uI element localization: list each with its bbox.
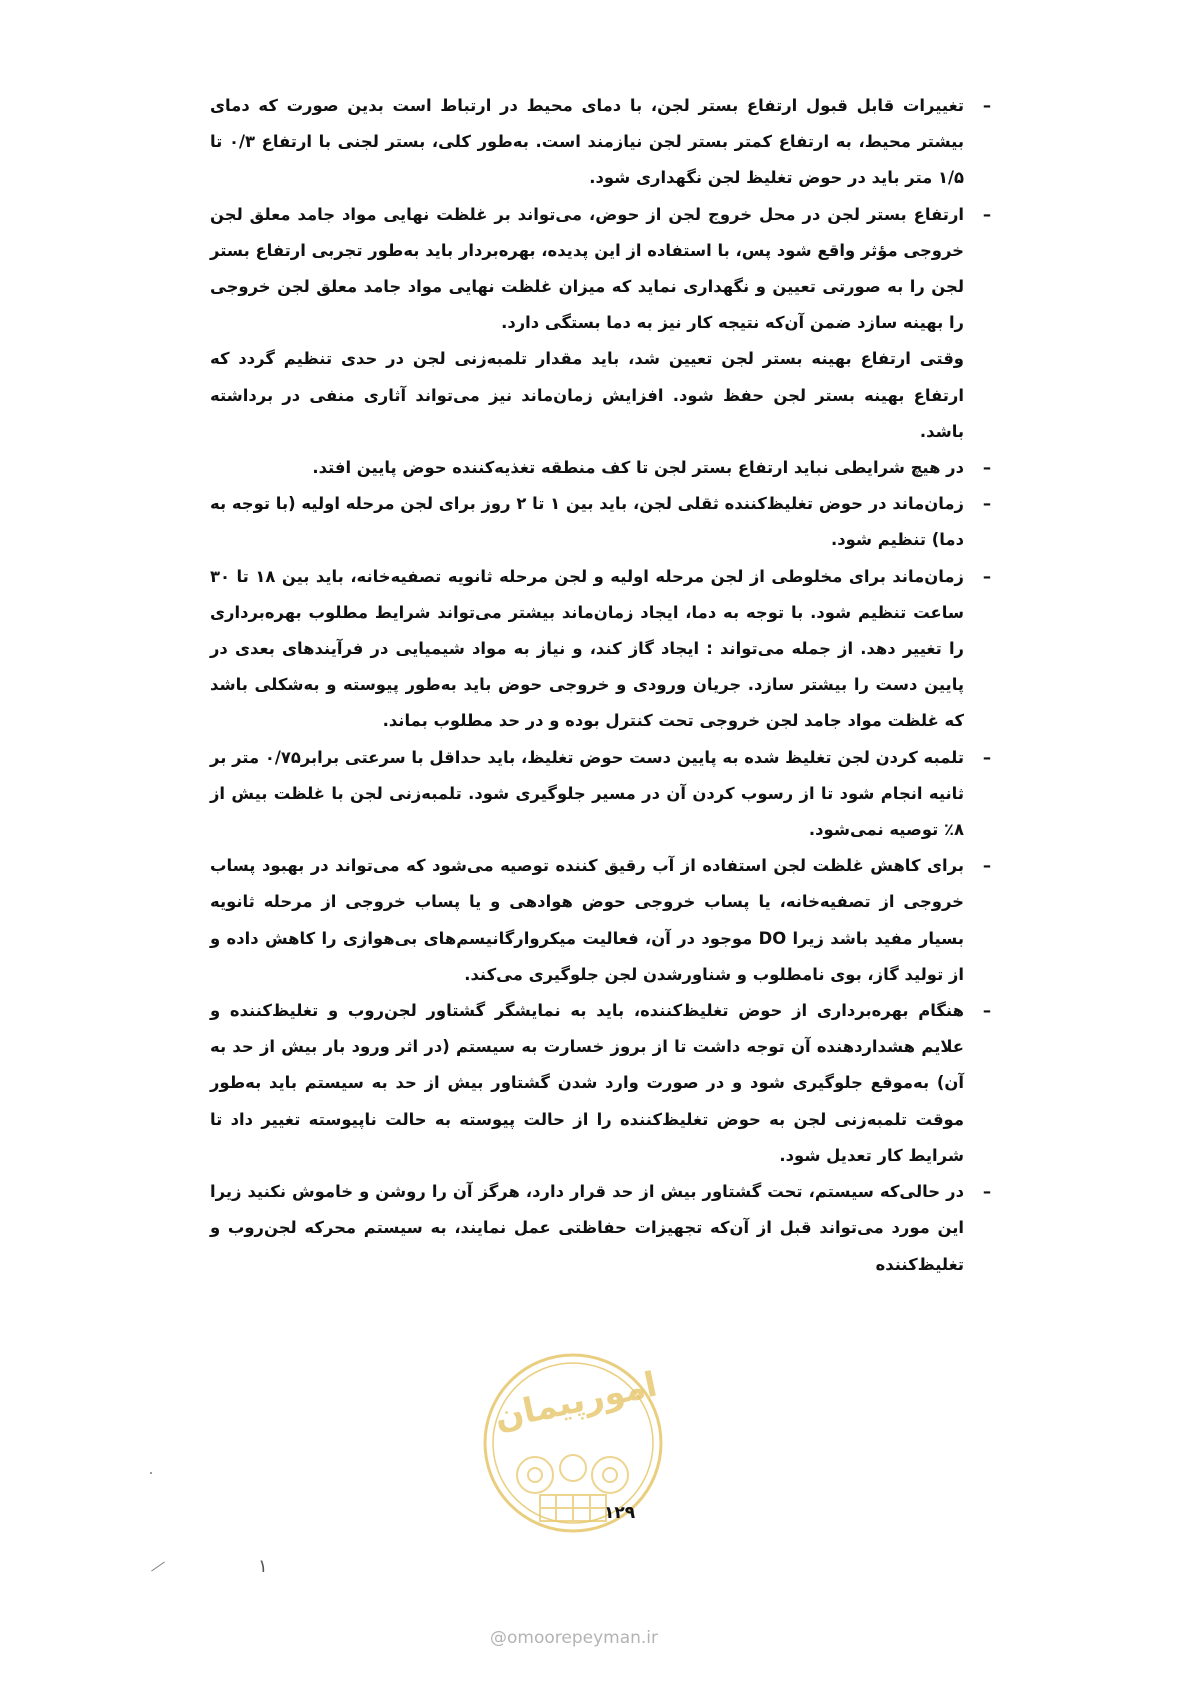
paragraph-text: ارتفاع بستر لجن در محل خروج لجن از حوض، می‌تواند بر غلظت نهایی مواد جامد معلق لجن خروجی مؤثر واقع شود پس، با استفاده از این پدیده، بهره‌بردار باید به‌طور تجربی ارتفاع بستر لجن را به صورتی تعیین و نگهداری نماید که میزان غلظت نهایی مواد جامد معلق لجن خروجی را بهینه سازد ضمن آن‌که نتیجه کار نیز به دما بستگی دارد.: [210, 204, 964, 333]
paragraph-text: تغییرات قابل قبول ارتفاع بستر لجن، با دمای محیط در ارتباط است بدین صورت که دمای بیشتر محیط، به ارتفاع کمتر بستر لجن نیازمند است. به‌طور کلی، بستر لجنی با ارتفاع ۰/۳ تا ۱/۵ متر باید در حوض تغلیظ لجن نگهداری شود.: [210, 96, 964, 188]
bullet-dash: –: [982, 204, 992, 224]
list-item: [210, 486, 1000, 558]
list-item: [210, 559, 1000, 740]
list-item: [210, 848, 1000, 993]
watermark-seal-logo: [480, 1350, 666, 1536]
paragraph: وقتی ارتفاع بهینه بستر لجن تعیین شد، باید مقدار تلمبه‌زنی لجن در حدی تنظیم گردد که ارتفاع بهینه بستر لجن حفظ شود. افزایش زمان‌ماند نیز می‌تواند آثاری منفی در برداشته باشد.: [210, 349, 964, 441]
page-number: ۱۲۹: [604, 1503, 636, 1523]
paragraph-text: تلمبه کردن لجن تغلیظ شده به پایین دست حوض تغلیظ، باید حداقل با سرعتی برابر۰/۷۵ متر بر ثانیه انجام شود تا از رسوب کردن آن در مسیر جلوگیری شود. تلمبه‌زنی لجن با غلظت بیش از ۸٪ توصیه نمی‌شود.: [210, 747, 964, 840]
scan-artifact: [150, 1472, 152, 1474]
body-text: [210, 88, 1000, 1283]
bullet-dash: –: [982, 856, 992, 876]
bullet-dash: –: [982, 1001, 992, 1021]
paragraph-text: هنگام بهره‌برداری از حوض تغلیظ‌کننده، باید به نمایشگر گشتاور لجن‌روب و تغلیظ‌کننده و علایم هشداردهنده آن توجه داشت تا از بروز خسارت به سیستم (در اثر ورود بار بیش از حد به آن) به‌موقع جلوگیری شود و در صورت وارد شدن گشتاور بیش از حد به سیستم باید به‌طور موقت تلمبه‌زنی لجن به حوض تغلیظ‌کننده را از حالت پیوسته به حالت ناپیوسته تغییر داد تا شرایط کار تعدیل شود.: [210, 1001, 964, 1165]
list-item: [210, 993, 1000, 1174]
margin-mark: ١: [258, 1556, 268, 1577]
list-item: [210, 740, 1000, 849]
paragraph-text: زمان‌ماند برای مخلوطی از لجن مرحله اولیه و لجن مرحله ثانویه تصفیه‌خانه، باید بین ۱۸ تا ۳۰ ساعت تنظیم شود. با توجه به دما، ایجاد زمان‌ماند بیشتر می‌تواند شرایط مطلوب بهره‌برداری را تغییر دهد. از جمله می‌تواند : ایجاد گاز کند، و نیاز به مواد شیمیایی در فرآیندهای بعدی در پایین دست را بیشتر سازد. جریان ورودی و خروجی حوض باید به‌طور پیوسته و به‌شکلی باشد که غلظت مواد جامد لجن خروجی تحت کنترل بوده و در حد مطلوب بماند.: [210, 566, 964, 731]
paragraph-text: در هیچ شرایطی نباید ارتفاع بستر لجن تا کف منطقه تغذیه‌کننده حوض پایین افتد.: [312, 458, 964, 478]
footer-url: @omoorepeyman.ir: [490, 1628, 659, 1648]
list-item: [210, 450, 1000, 486]
svg-text:امورپیمان: امورپیمان: [490, 1364, 661, 1438]
bullet-dash: –: [982, 1182, 992, 1202]
bullet-dash: –: [982, 747, 992, 767]
bullet-dash: –: [982, 96, 992, 115]
paragraph-text: برای کاهش غلظت لجن استفاده از آب رقیق کننده توصیه می‌شود که می‌تواند در بهبود پساب خروجی از تصفیه‌خانه، یا پساب خروجی حوض هوادهی و یا پساب خروجی از مرحله ثانویه بسیار مفید باشد زیرا DO موجود در آن، فعالیت میکروارگانیسم‌های بی‌هوازی را کاهش داده و از تولید گاز، بوی نامطلوب و شناورشدن لجن جلوگیری می‌کند.: [210, 856, 965, 984]
scan-artifact: [151, 1562, 165, 1572]
paragraph-text: در حالی‌که سیستم، تحت گشتاور بیش از حد قرار دارد، هرگز آن را روشن و خاموش نکنید زیرا این مورد می‌تواند قبل از آن‌که تجهیزات حفاظتی عمل نمایند، به سیستم محرکه لجن‌روب و تغلیظ‌کننده: [210, 1182, 964, 1274]
list-item: [210, 197, 1000, 342]
bullet-dash: –: [982, 494, 992, 514]
list-item: [210, 88, 1000, 197]
paragraph-text: زمان‌ماند در حوض تغلیظ‌کننده ثقلی لجن، باید بین ۱ تا ۲ روز برای لجن مرحله اولیه (با توجه به دما) تنظیم شود.: [210, 494, 964, 550]
bullet-dash: –: [982, 458, 992, 478]
list-item: [210, 1174, 1000, 1283]
bullet-dash: –: [982, 566, 992, 586]
